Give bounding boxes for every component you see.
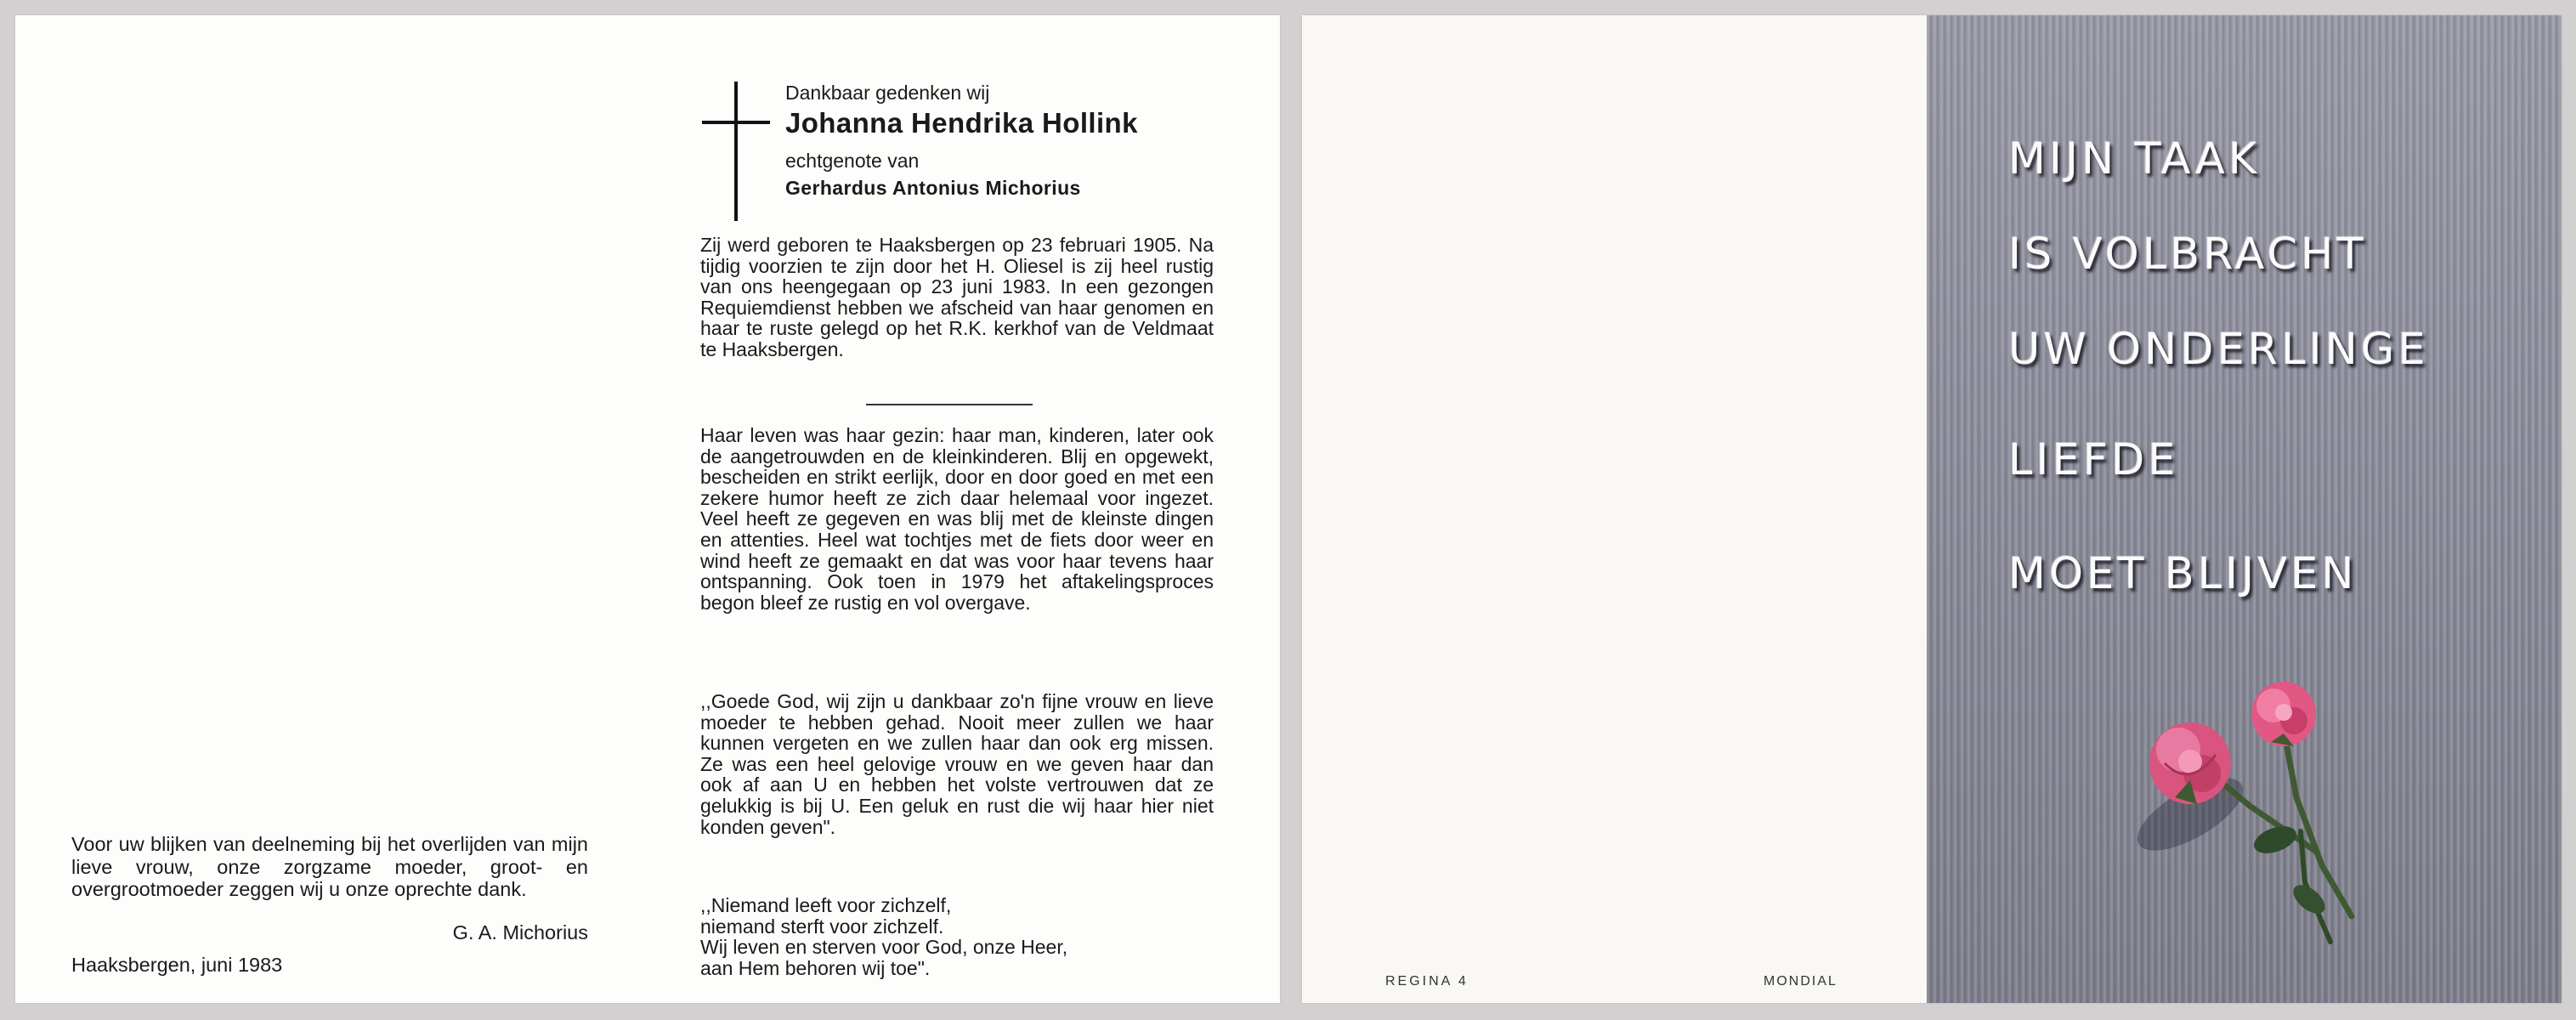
cross-icon-bar [702, 121, 770, 124]
closing-verse: ,,Niemand leeft voor zichzelf, niemand sterft voor zichzelf. Wij leven en sterven voor God, onze Heer, aan Hem behoren wij toe". [700, 894, 1068, 979]
poem-line: IS VOLBRACHT [2008, 230, 2367, 280]
intro-line: Dankbaar gedenken wij [785, 82, 990, 104]
thanks-text: Voor uw blijken van deelneming bij het overlijden van mijn lieve vrouw, onze zorgzame moeder, groot- en overgrootmoeder zeggen wij u onze oprechte dank. [71, 833, 588, 900]
life-paragraph: Haar leven was haar gezin: haar man, kinderen, later ook de aangetrouwden en de kleinkinderen. Blij en opgewekt, bescheiden en strikt eerlijk, door en door goed en met een zekere humor heeft ze zich daar helemaal voor ingezet. Veel heeft ze gegeven en was blij met de kleinste dingen en attenties. Heel wat tochtjes met de fiets door weer en wind heeft ze gemaakt en dat was voor haar tevens haar ontspanning. Ook toen in 1979 het aftakelingsproces begon bleef ze rustig en vol overgave. [700, 424, 1214, 614]
cross-icon [734, 82, 738, 221]
spouse-name: Gerhardus Antonius Michorius [785, 177, 1081, 199]
publisher-name: MONDIAL [1764, 974, 1837, 989]
biography-paragraph: Zij werd geboren te Haaksbergen op 23 februari 1905. Na tijdig voorzien te zijn door het H. Oliesel is zij heel rustig van ons heengegaan op 23 juni 1983. In een gezongen Requiemdienst hebben we afscheid van haar genomen en haar te ruste gelegd op het R.K. kerkhof van de Veldmaat te Haaksbergen. [700, 234, 1214, 360]
memorial-card-cover [1302, 15, 2562, 1003]
poem-line: MOET BLIJVEN [2008, 549, 2358, 599]
blank-back-panel [1302, 15, 1927, 1003]
memorial-card-inner [15, 15, 1280, 1003]
place-date: Haaksbergen, juni 1983 [71, 954, 283, 976]
roses-icon [2097, 661, 2437, 984]
deceased-name: Johanna Hendrika Hollink [785, 107, 1138, 139]
spouse-label: echtgenote van [785, 150, 920, 172]
signature: G. A. Michorius [452, 921, 588, 944]
poem-line: MIJN TAAK [2008, 134, 2261, 184]
poem-line: LIEFDE [2008, 435, 2179, 485]
publisher-code: REGINA 4 [1385, 974, 1469, 989]
cover-photo [1927, 15, 2562, 1003]
divider [866, 404, 1033, 405]
poem-line: UW ONDERLINGE [2008, 325, 2429, 375]
prayer-paragraph: ,,Goede God, wij zijn u dankbaar zo'n fijne vrouw en lieve moeder te hebben gehad. Nooit meer zullen we haar kunnen vergeten en we zullen haar dan ook erg missen. Ze was een heel gelovige vrouw en we geven haar dan ook af aan U en hebben het volste vertrouwen dat ze gelukkig is bij U. Een geluk en rust die wij haar hier niet konden geven". [700, 690, 1214, 838]
